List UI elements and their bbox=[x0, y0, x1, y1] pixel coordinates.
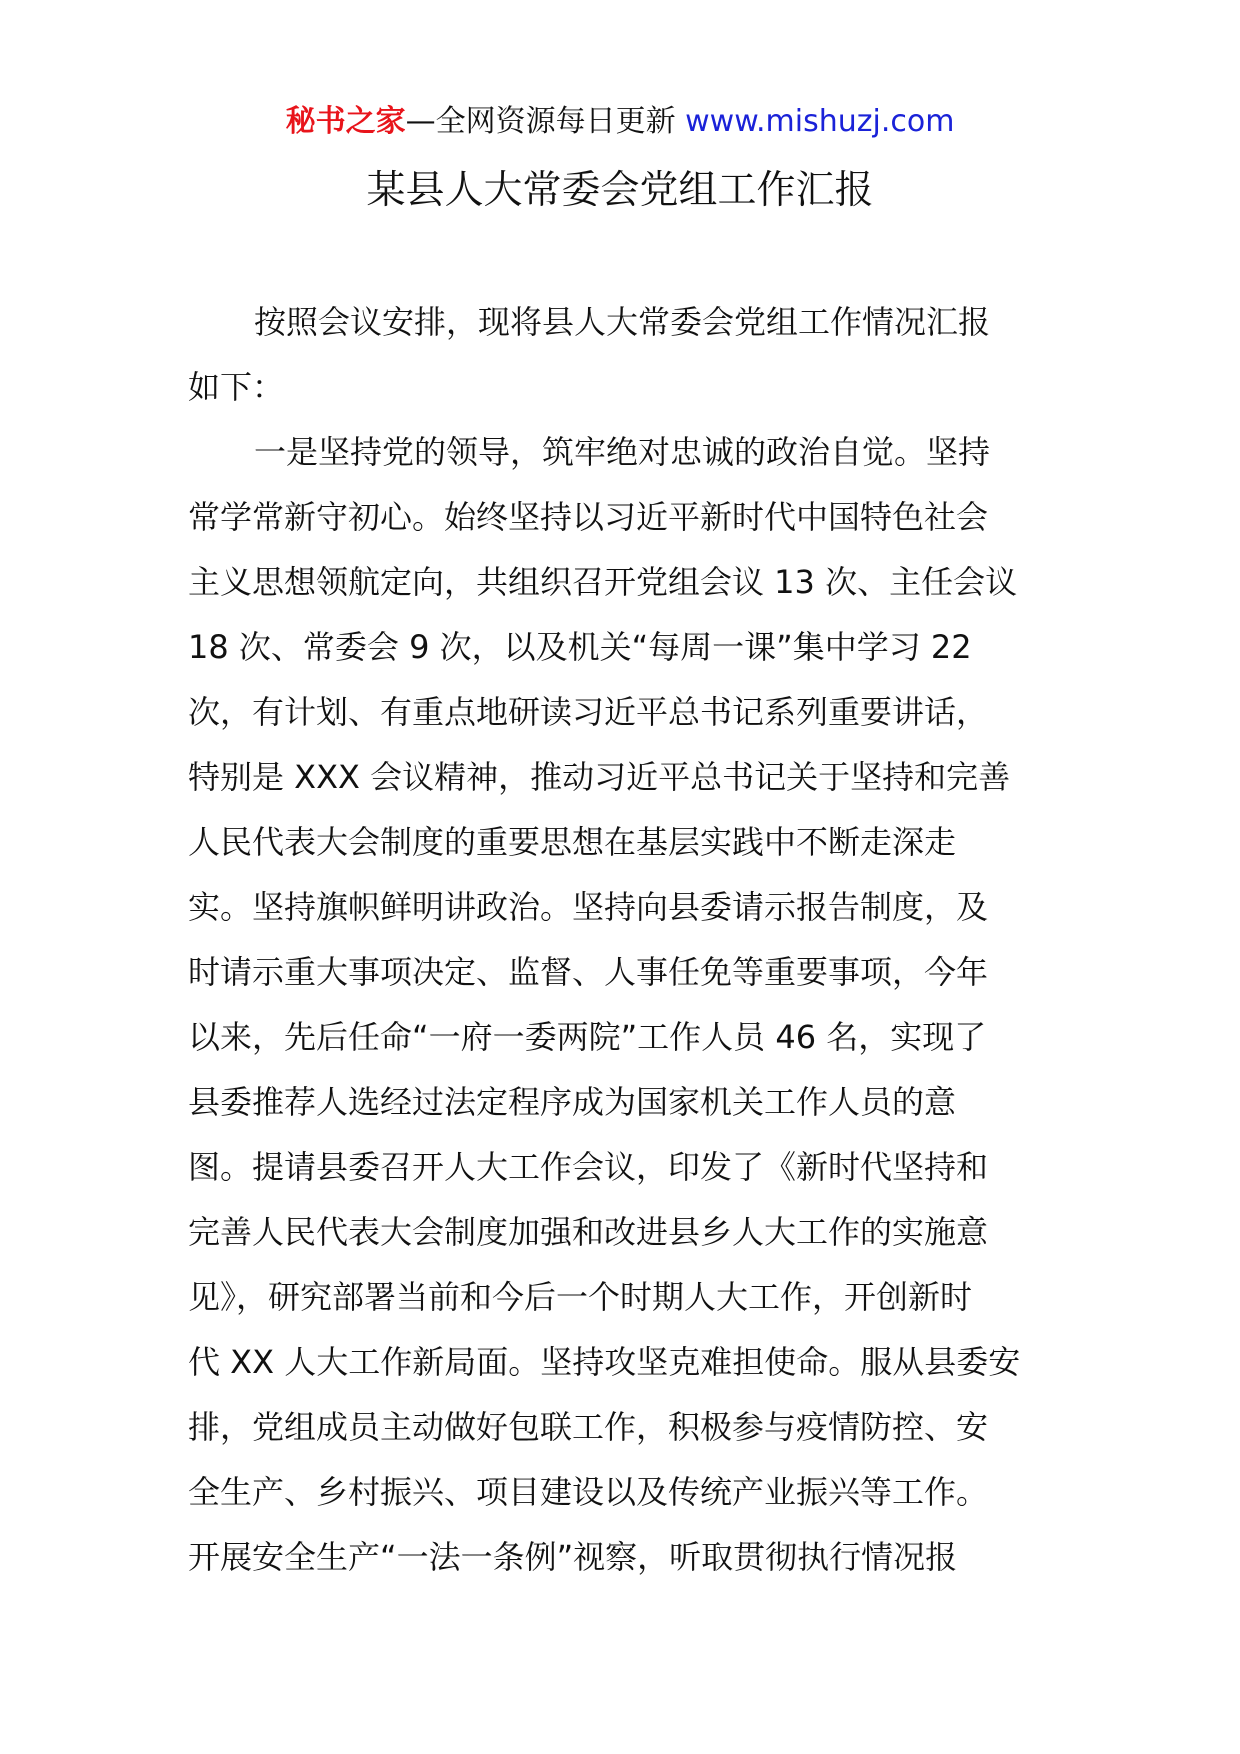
paragraph-line: 一是坚持党的领导，筑牢绝对忠诚的政治自觉。坚持 bbox=[254, 433, 991, 471]
paragraph-line: 特别是 XXX 会议精神，推动习近平总书记关于坚持和完善 bbox=[188, 758, 1011, 796]
paragraph-line: 开展安全生产“一法一条例”视察，听取贯彻执行情况报 bbox=[188, 1538, 958, 1576]
paragraph-line: 次，有计划、有重点地研读习近平总书记系列重要讲话， bbox=[188, 693, 989, 731]
document-body bbox=[188, 290, 1058, 1590]
paragraph-line: 主义思想领航定向，共组织召开党组会议 13 次、主任会议 bbox=[188, 563, 1018, 601]
paragraph-line: 时请示重大事项决定、监督、人事任免等重要事项，今年 bbox=[188, 953, 989, 991]
paragraph-line: 常学常新守初心。始终坚持以习近平新时代中国特色社会 bbox=[188, 498, 989, 536]
paragraph-line: 排，党组成员主动做好包联工作，积极参与疫情防控、安 bbox=[188, 1408, 989, 1446]
site-brand: 秘书之家 bbox=[285, 104, 406, 139]
paragraph-line: 按照会议安排，现将县人大常委会党组工作情况汇报 bbox=[254, 303, 991, 341]
paragraph-line: 以来，先后任命“一府一委两院”工作人员 46 名，实现了 bbox=[188, 1018, 987, 1056]
paragraph-line: 实。坚持旗帜鲜明讲政治。坚持向县委请示报告制度，及 bbox=[188, 888, 989, 926]
paragraph-line: 全生产、乡村振兴、项目建设以及传统产业振兴等工作。 bbox=[188, 1473, 989, 1511]
document-title: 某县人大常委会党组工作汇报 bbox=[366, 168, 874, 213]
paragraph-line: 人民代表大会制度的重要思想在基层实践中不断走深走 bbox=[188, 823, 957, 861]
paragraph-line: 县委推荐人选经过法定程序成为国家机关工作人员的意 bbox=[188, 1083, 957, 1121]
paragraph-line: 见》，研究部署当前和今后一个时期人大工作，开创新时 bbox=[188, 1278, 973, 1316]
site-url-link[interactable]: www.mishuzj.com bbox=[685, 104, 955, 139]
paragraph-line: 18 次、常委会 9 次，以及机关“每周一课”集中学习 22 bbox=[188, 628, 972, 666]
paragraph-line: 完善人民代表大会制度加强和改进县乡人大工作的实施意 bbox=[188, 1213, 989, 1251]
site-header bbox=[0, 100, 1240, 144]
paragraph-line: 如下： bbox=[188, 368, 285, 406]
paragraph-line: 图。提请县委召开人大工作会议，印发了《新时代坚持和 bbox=[188, 1148, 989, 1186]
site-tagline: —全网资源每日更新 bbox=[405, 104, 686, 139]
paragraph-line: 代 XX 人大工作新局面。坚持攻坚克难担使命。服从县委安 bbox=[188, 1343, 1021, 1381]
